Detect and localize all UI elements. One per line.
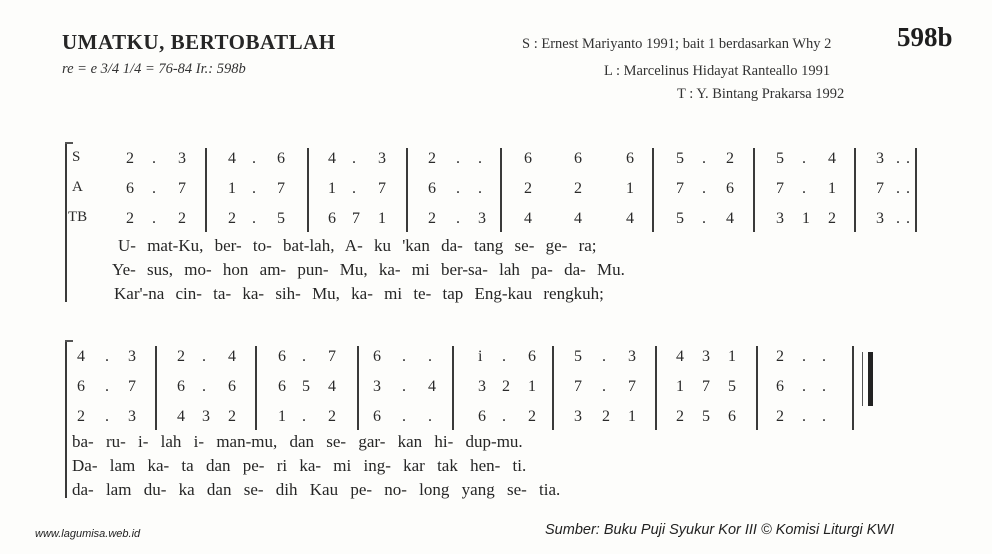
translator-credit: T : Y. Bintang Prakarsa 1992 bbox=[677, 86, 845, 102]
note: 3 bbox=[378, 150, 386, 167]
note: 5 bbox=[277, 210, 285, 227]
note: 5 bbox=[702, 408, 710, 425]
note: . bbox=[302, 408, 306, 425]
bar-line bbox=[500, 148, 502, 232]
bar-line bbox=[452, 346, 454, 430]
note: . bbox=[402, 408, 406, 425]
website-credit: www.lagumisa.web.id bbox=[35, 528, 141, 540]
note: 5 bbox=[302, 378, 310, 395]
note: 5 bbox=[676, 210, 684, 227]
bar-line bbox=[155, 346, 157, 430]
note: . bbox=[402, 348, 406, 365]
note: 3 bbox=[373, 378, 381, 395]
note: 5 bbox=[676, 150, 684, 167]
note: 7 bbox=[776, 180, 784, 197]
note: . bbox=[152, 210, 156, 227]
note: 2 bbox=[77, 408, 85, 425]
note: . bbox=[502, 348, 506, 365]
note: 3 bbox=[702, 348, 710, 365]
note: . bbox=[802, 150, 806, 167]
note: 2 bbox=[502, 378, 510, 395]
note: 7 bbox=[574, 378, 582, 395]
note: 6 bbox=[726, 180, 734, 197]
lyric-verse-2: Ye- sus, mo- hon am- pun- Mu, ka- mi ber-sa- lah pa- da- Mu. bbox=[112, 260, 625, 279]
note: . bbox=[602, 348, 606, 365]
note: . bbox=[478, 150, 482, 167]
note: 5 bbox=[728, 378, 736, 395]
lyricist-credit: L : Marcelinus Hidayat Ranteallo 1991 bbox=[604, 63, 831, 79]
note: 4 bbox=[574, 210, 582, 227]
bar-line bbox=[205, 148, 207, 232]
note: 4 bbox=[676, 348, 684, 365]
note: 6 bbox=[574, 150, 582, 167]
note: 2 bbox=[328, 408, 336, 425]
note: 6 bbox=[776, 378, 784, 395]
note: 4 bbox=[524, 210, 532, 227]
song-number: 598b bbox=[897, 22, 953, 52]
bar-line bbox=[255, 346, 257, 430]
note: 6 bbox=[77, 378, 85, 395]
composer-credit: S : Ernest Mariyanto 1991; bait 1 berdasarkan Why 2 bbox=[522, 36, 832, 52]
note: . bbox=[252, 180, 256, 197]
note: . bbox=[896, 150, 900, 167]
note: . bbox=[478, 180, 482, 197]
note: 1 bbox=[528, 378, 536, 395]
note: 1 bbox=[378, 210, 386, 227]
note: . bbox=[802, 408, 806, 425]
note: 3 bbox=[128, 348, 136, 365]
note: 1 bbox=[626, 180, 634, 197]
note: 7 bbox=[628, 378, 636, 395]
note: . bbox=[152, 180, 156, 197]
note: . bbox=[252, 210, 256, 227]
note: 6 bbox=[228, 378, 236, 395]
bar-line bbox=[357, 346, 359, 430]
note: 3 bbox=[178, 150, 186, 167]
note: . bbox=[822, 408, 826, 425]
note: 2 bbox=[228, 408, 236, 425]
note: 6 bbox=[478, 408, 486, 425]
bar-line bbox=[652, 148, 654, 232]
note: . bbox=[152, 150, 156, 167]
note: 2 bbox=[574, 180, 582, 197]
note: 2 bbox=[528, 408, 536, 425]
note: 4 bbox=[228, 348, 236, 365]
note: 6 bbox=[328, 210, 336, 227]
lyric-verse-1: ba- ru- i- lah i- man-mu, dan se- gar- kan hi- dup-mu. bbox=[72, 432, 523, 451]
note: . bbox=[105, 378, 109, 395]
lyric-verse-2: Da- lam ka- ta dan pe- ri ka- mi ing- kar tak hen- ti. bbox=[72, 456, 527, 475]
note: 4 bbox=[177, 408, 185, 425]
note: . bbox=[456, 210, 460, 227]
bar-line bbox=[852, 346, 854, 430]
note: 3 bbox=[478, 378, 486, 395]
note: . bbox=[802, 180, 806, 197]
note: 7 bbox=[178, 180, 186, 197]
note: . bbox=[896, 210, 900, 227]
bar-line bbox=[915, 148, 917, 232]
bar-line bbox=[753, 148, 755, 232]
note: 3 bbox=[876, 210, 884, 227]
voice-label-tb: TB bbox=[68, 209, 88, 225]
bracket-top bbox=[65, 340, 73, 342]
song-title: UMATKU, BERTOBATLAH bbox=[62, 30, 336, 54]
note: 6 bbox=[728, 408, 736, 425]
tempo-marking: re = e 3/4 1/4 = 76-84 Ir.: 598b bbox=[62, 61, 246, 77]
note: . bbox=[456, 180, 460, 197]
note: 2 bbox=[428, 150, 436, 167]
note: . bbox=[602, 378, 606, 395]
note: 7 bbox=[277, 180, 285, 197]
note: . bbox=[302, 348, 306, 365]
system-bracket bbox=[65, 340, 67, 498]
final-barline-thick bbox=[868, 352, 873, 406]
note: . bbox=[822, 378, 826, 395]
note: . bbox=[906, 210, 910, 227]
note: 2 bbox=[177, 348, 185, 365]
note: 2 bbox=[776, 408, 784, 425]
note: 6 bbox=[126, 180, 134, 197]
note: . bbox=[352, 180, 356, 197]
bar-line bbox=[854, 148, 856, 232]
note: 4 bbox=[626, 210, 634, 227]
note: 4 bbox=[428, 378, 436, 395]
voice-label-a: A bbox=[72, 179, 83, 195]
note: . bbox=[906, 150, 910, 167]
source-credit: Sumber: Buku Puji Syukur Kor III © Komisi Liturgi KWI bbox=[545, 522, 895, 538]
note: 6 bbox=[373, 348, 381, 365]
note: . bbox=[105, 408, 109, 425]
note: . bbox=[702, 150, 706, 167]
note: . bbox=[702, 180, 706, 197]
note: 6 bbox=[626, 150, 634, 167]
note: 6 bbox=[278, 348, 286, 365]
note: 2 bbox=[602, 408, 610, 425]
note: 2 bbox=[828, 210, 836, 227]
note: 3 bbox=[574, 408, 582, 425]
note: . bbox=[252, 150, 256, 167]
note: 2 bbox=[428, 210, 436, 227]
note: 2 bbox=[228, 210, 236, 227]
note: 4 bbox=[726, 210, 734, 227]
note: 6 bbox=[277, 150, 285, 167]
note: 1 bbox=[802, 210, 810, 227]
note: 2 bbox=[726, 150, 734, 167]
lyric-verse-3: Kar'-na cin- ta- ka- sih- Mu, ka- mi te- tap Eng-kau rengkuh; bbox=[114, 284, 604, 303]
note: . bbox=[105, 348, 109, 365]
note: 1 bbox=[228, 180, 236, 197]
note: 7 bbox=[378, 180, 386, 197]
final-barline-thin bbox=[862, 352, 863, 406]
note: 6 bbox=[177, 378, 185, 395]
note: 4 bbox=[328, 150, 336, 167]
note: 4 bbox=[328, 378, 336, 395]
note: 4 bbox=[228, 150, 236, 167]
bar-line bbox=[307, 148, 309, 232]
note: 1 bbox=[628, 408, 636, 425]
note: 7 bbox=[702, 378, 710, 395]
note: 1 bbox=[676, 378, 684, 395]
note: 6 bbox=[524, 150, 532, 167]
note: i bbox=[478, 348, 483, 365]
note: 1 bbox=[278, 408, 286, 425]
note: . bbox=[702, 210, 706, 227]
note: 3 bbox=[876, 150, 884, 167]
note: . bbox=[456, 150, 460, 167]
note: 7 bbox=[352, 210, 360, 227]
note: 1 bbox=[328, 180, 336, 197]
note: . bbox=[896, 180, 900, 197]
note: 2 bbox=[776, 348, 784, 365]
bar-line bbox=[406, 148, 408, 232]
bar-line bbox=[552, 346, 554, 430]
bracket-top bbox=[65, 142, 73, 144]
note: 2 bbox=[126, 150, 134, 167]
note: . bbox=[352, 150, 356, 167]
note: . bbox=[906, 180, 910, 197]
note: 7 bbox=[876, 180, 884, 197]
lyric-verse-1: U- mat-Ku, ber- to- bat-lah, A- ku 'kan da- tang se- ge- ra; bbox=[118, 236, 597, 255]
note: . bbox=[428, 348, 432, 365]
bar-line bbox=[756, 346, 758, 430]
note: 5 bbox=[776, 150, 784, 167]
note: 6 bbox=[528, 348, 536, 365]
note: 5 bbox=[574, 348, 582, 365]
note: . bbox=[802, 348, 806, 365]
note: 2 bbox=[126, 210, 134, 227]
note: 2 bbox=[676, 408, 684, 425]
bar-line bbox=[655, 346, 657, 430]
note: 6 bbox=[428, 180, 436, 197]
note: 7 bbox=[328, 348, 336, 365]
note: . bbox=[402, 378, 406, 395]
voice-label-s: S bbox=[72, 149, 81, 165]
note: . bbox=[802, 378, 806, 395]
note: 3 bbox=[628, 348, 636, 365]
note: . bbox=[822, 348, 826, 365]
note: 4 bbox=[77, 348, 85, 365]
note: . bbox=[428, 408, 432, 425]
note: 1 bbox=[828, 180, 836, 197]
note: . bbox=[502, 408, 506, 425]
lyric-verse-3: da- lam du- ka dan se- dih Kau pe- no- long yang se- tia. bbox=[72, 480, 561, 499]
note: 3 bbox=[478, 210, 486, 227]
note: 7 bbox=[128, 378, 136, 395]
note: 2 bbox=[524, 180, 532, 197]
note: 1 bbox=[728, 348, 736, 365]
note: 2 bbox=[178, 210, 186, 227]
note: 6 bbox=[278, 378, 286, 395]
system-bracket bbox=[65, 142, 67, 302]
note: 4 bbox=[828, 150, 836, 167]
note: . bbox=[202, 348, 206, 365]
note: 7 bbox=[676, 180, 684, 197]
note: 3 bbox=[776, 210, 784, 227]
note: . bbox=[202, 378, 206, 395]
note: 3 bbox=[128, 408, 136, 425]
note: 6 bbox=[373, 408, 381, 425]
note: 3 bbox=[202, 408, 210, 425]
